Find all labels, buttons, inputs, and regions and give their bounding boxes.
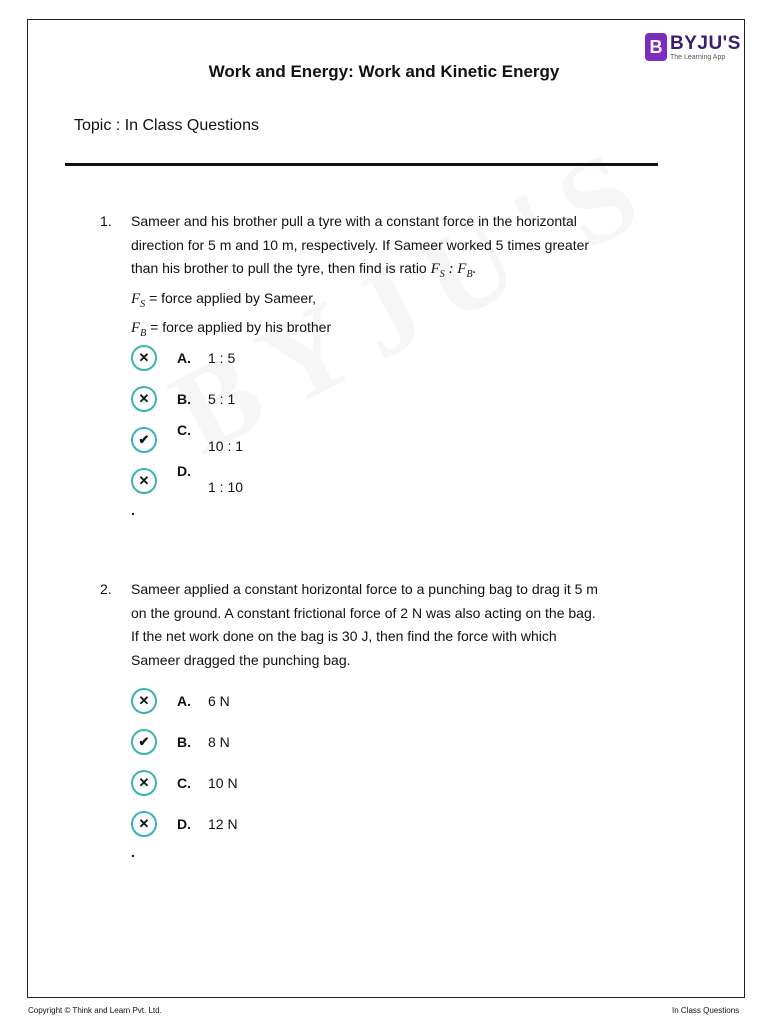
cross-icon: ✕ — [131, 770, 157, 796]
trailing-dot: . — [131, 502, 135, 518]
trailing-dot: . — [131, 844, 135, 860]
symbol-fs: $F_S$ — [131, 290, 146, 310]
question-text-line: If the net work done on the bag is 30 J, then find the force with which — [131, 628, 557, 644]
logo-name: BYJU'S — [670, 32, 741, 54]
cross-icon: ✕ — [131, 468, 157, 494]
option-letter: C. — [177, 775, 191, 791]
footer-copyright: Copyright © Think and Learn Pvt. Ltd. — [28, 1006, 162, 1015]
cross-icon: ✕ — [131, 688, 157, 714]
option-d[interactable] — [131, 463, 244, 496]
option-a[interactable] — [131, 343, 236, 373]
topic-heading: Topic : In Class Questions — [74, 117, 259, 134]
ratio-expression: $F_S$ : $F_B$. — [430, 261, 477, 280]
divider — [65, 163, 658, 166]
question-text-line: than his brother to pull the tyre, then find is ratio — [131, 260, 427, 276]
footer-section-label: In Class Questions — [672, 1006, 740, 1015]
option-b[interactable] — [131, 384, 236, 414]
option-letter: D. — [177, 816, 191, 832]
cross-icon: ✕ — [131, 345, 157, 371]
option-text: 12 N — [208, 816, 238, 832]
option-text: 8 N — [208, 734, 230, 750]
definition-fb: = force applied by his brother — [150, 319, 332, 335]
option-letter: D. — [177, 463, 191, 479]
option-letter: B. — [177, 391, 191, 407]
option-text: 1 : 5 — [208, 350, 236, 366]
byjus-logo — [645, 33, 741, 61]
option-letter: A. — [177, 350, 191, 366]
option-d[interactable] — [131, 809, 238, 839]
option-letter: C. — [177, 422, 191, 438]
option-letter: B. — [177, 734, 191, 750]
logo-tagline: The Learning App — [670, 53, 726, 61]
question-number: 2. — [100, 581, 112, 597]
option-b[interactable] — [131, 727, 230, 757]
cross-icon: ✕ — [131, 386, 157, 412]
page-title: Work and Energy: Work and Kinetic Energy — [208, 62, 560, 81]
symbol-fb: $F_B$ — [131, 320, 147, 339]
option-c[interactable] — [131, 768, 238, 798]
question-text-line: Sameer applied a constant horizontal force to a punching bag to drag it 5 m — [131, 581, 598, 597]
option-text: 1 : 10 — [208, 479, 244, 495]
option-text: 10 : 1 — [208, 438, 244, 454]
logo-badge-icon: B — [645, 33, 667, 61]
option-a[interactable] — [131, 686, 230, 716]
question-text-line: direction for 5 m and 10 m, respectively. If Sameer worked 5 times greater — [131, 236, 590, 253]
question-text-line: Sameer and his brother pull a tyre with a constant force in the horizontal — [131, 213, 577, 229]
definition-fs: = force applied by Sameer, — [149, 289, 316, 306]
question-text-line: Sameer dragged the punching bag. — [131, 651, 351, 668]
option-letter: A. — [177, 693, 191, 709]
option-text: 6 N — [208, 693, 230, 709]
cross-icon: ✕ — [131, 811, 157, 837]
check-icon: ✔ — [131, 427, 157, 453]
check-icon: ✔ — [131, 729, 157, 755]
option-text: 5 : 1 — [208, 391, 236, 407]
question-text-line: on the ground. A constant frictional force of 2 N was also acting on the bag. — [131, 604, 596, 621]
question-2 — [100, 578, 660, 672]
question-number: 1. — [100, 213, 112, 229]
option-text: 10 N — [208, 775, 238, 791]
option-c[interactable] — [131, 422, 244, 455]
question-1 — [100, 210, 660, 346]
